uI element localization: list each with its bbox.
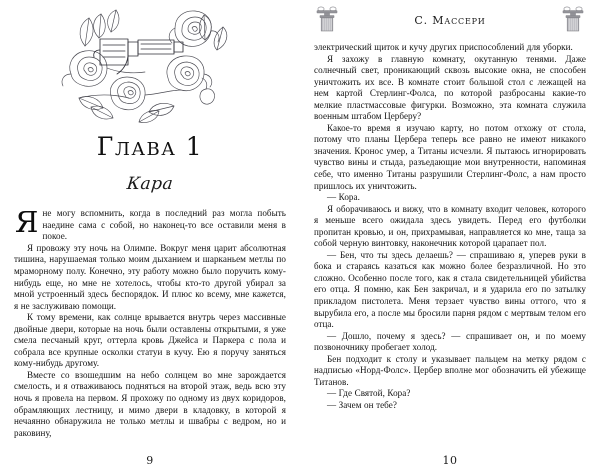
left-page-body [14,205,286,439]
paragraph [14,205,286,243]
paragraph: Я провожу эту ночь на Олимпе. Вокруг меня царит абсолютная тишина, нарушаемая только моим дыханием и шарканьем метлы по мраморному полу. Конечно, эту работу можно было поручить кому-нибудь еще, но мне не хотелось, чтобы кто-то другой убирал за мной устроенный здесь беспорядок. И плюс ко всему, мне кажется, я не заслуживаю помощи. [14,242,286,311]
greek-column-icon [560,6,586,36]
paragraph: К тому времени, как солнце врывается внутрь через массивные двойные двери, которые на ночь были оставлены открытыми, я уже смела песчаный круг, оттерла кровь Джейса и Паркера с пола и собрала все крупные осколки статуи в кучу. Ею я поручу заняться кому-нибудь другому. [14,312,286,369]
running-head [314,6,586,40]
page-number-left: 9 [146,454,154,467]
drop-cap: Я [15,205,39,240]
page-number-right: 10 [442,454,458,467]
paragraph: электрический щиток и кучу других приспособлений для уборки. [314,42,573,52]
paragraph: Я оборачиваюсь и вижу, что в комнату входит человек, которого я меньше всего ожидала здесь увидеть. Перед его футболки пропитан кровью, и он, прихрамывая, направляется ко мне, таща за собой черную винтовку, наконечник которой царапает пол. [314,203,586,249]
dialogue-line: — Бен, что ты здесь делаешь? — спрашиваю я, уперев руки в бока и стараясь казаться как можно более безразличной. Но это сложно. Особенно после того, как я стала свидетельницей убийства его отца. Я помню, как Бен закричал, и я ударила его по затылку прикладом пистолета. Меня терзает чувство вины оттого, что я вырубила его, а после мы бросили парня рядом с мертвым телом его отца. [314,249,586,330]
greek-column-icon [314,6,340,36]
dialogue-line: — Зачем он тебе? [327,399,397,410]
dialogue-line: — Дошло, почему я здесь? — спрашивает он, и по моему позвоночнику пробегает холод. [314,330,586,353]
dialogue-line: — Кора. [327,192,360,203]
paragraph: Вместе со взошедшим на небо солнцем во мне зарождается смелость, и я отваживаюсь подняться на второй этаж, ведь всю эту ночь я провела на первом. Я прохожу по одному из двух коридоров, обрамляющих лестницу, и мимо двери в кладовку, в которой я нечаянно обнаружила не только метлы и швабры с ведром, но и раковину, [14,369,286,438]
paragraph: Я захожу в главную комнату, окутанную тенями. Даже солнечный свет, проникающий сквозь высокие окна, не способен уничтожить их все. В комнате стоит большой стол с лежащей на нем картой Стерлинг-Фолса, по которой разбросаны какие-то мелкие пластмассовые фигурки. Возможно, эта комната служила военным штабом Церберу? [314,53,586,122]
paragraph: Какое-то время я изучаю карту, но потом отхожу от стола, потому что планы Цербера теперь все равно не имеют никакого значения. Кронос умер, а Титаны исчезли. Я пытаюсь игнорировать чувство вины и стыда, разъедающие мои внутренности, напоминая себе, что именно Титаны разрушили Стерлинг-Фолс, а нам просто пришлось их уничтожить. [314,122,586,191]
right-page-body [314,42,586,412]
running-head-title: С. Массери [414,14,486,27]
right-page [300,0,600,475]
roses-and-revolver-illustration [55,6,245,124]
chapter-title: Глава 1 [96,132,204,161]
dialogue-line: — Где Святой, Кора? [327,388,411,399]
chapter-pov-byline: Кара [125,174,175,195]
paragraph-text: не могу вспомнить, когда в последний раз могла побыть наедине сама с собой, но наконец-то все оставили меня в покое. [42,208,286,242]
paragraph: Бен подходит к столу и указывает пальцем на метку рядом с надписью «Норд-Фолс». Цербер вполне мог обозначить ей убежище Титанов. [314,353,586,387]
